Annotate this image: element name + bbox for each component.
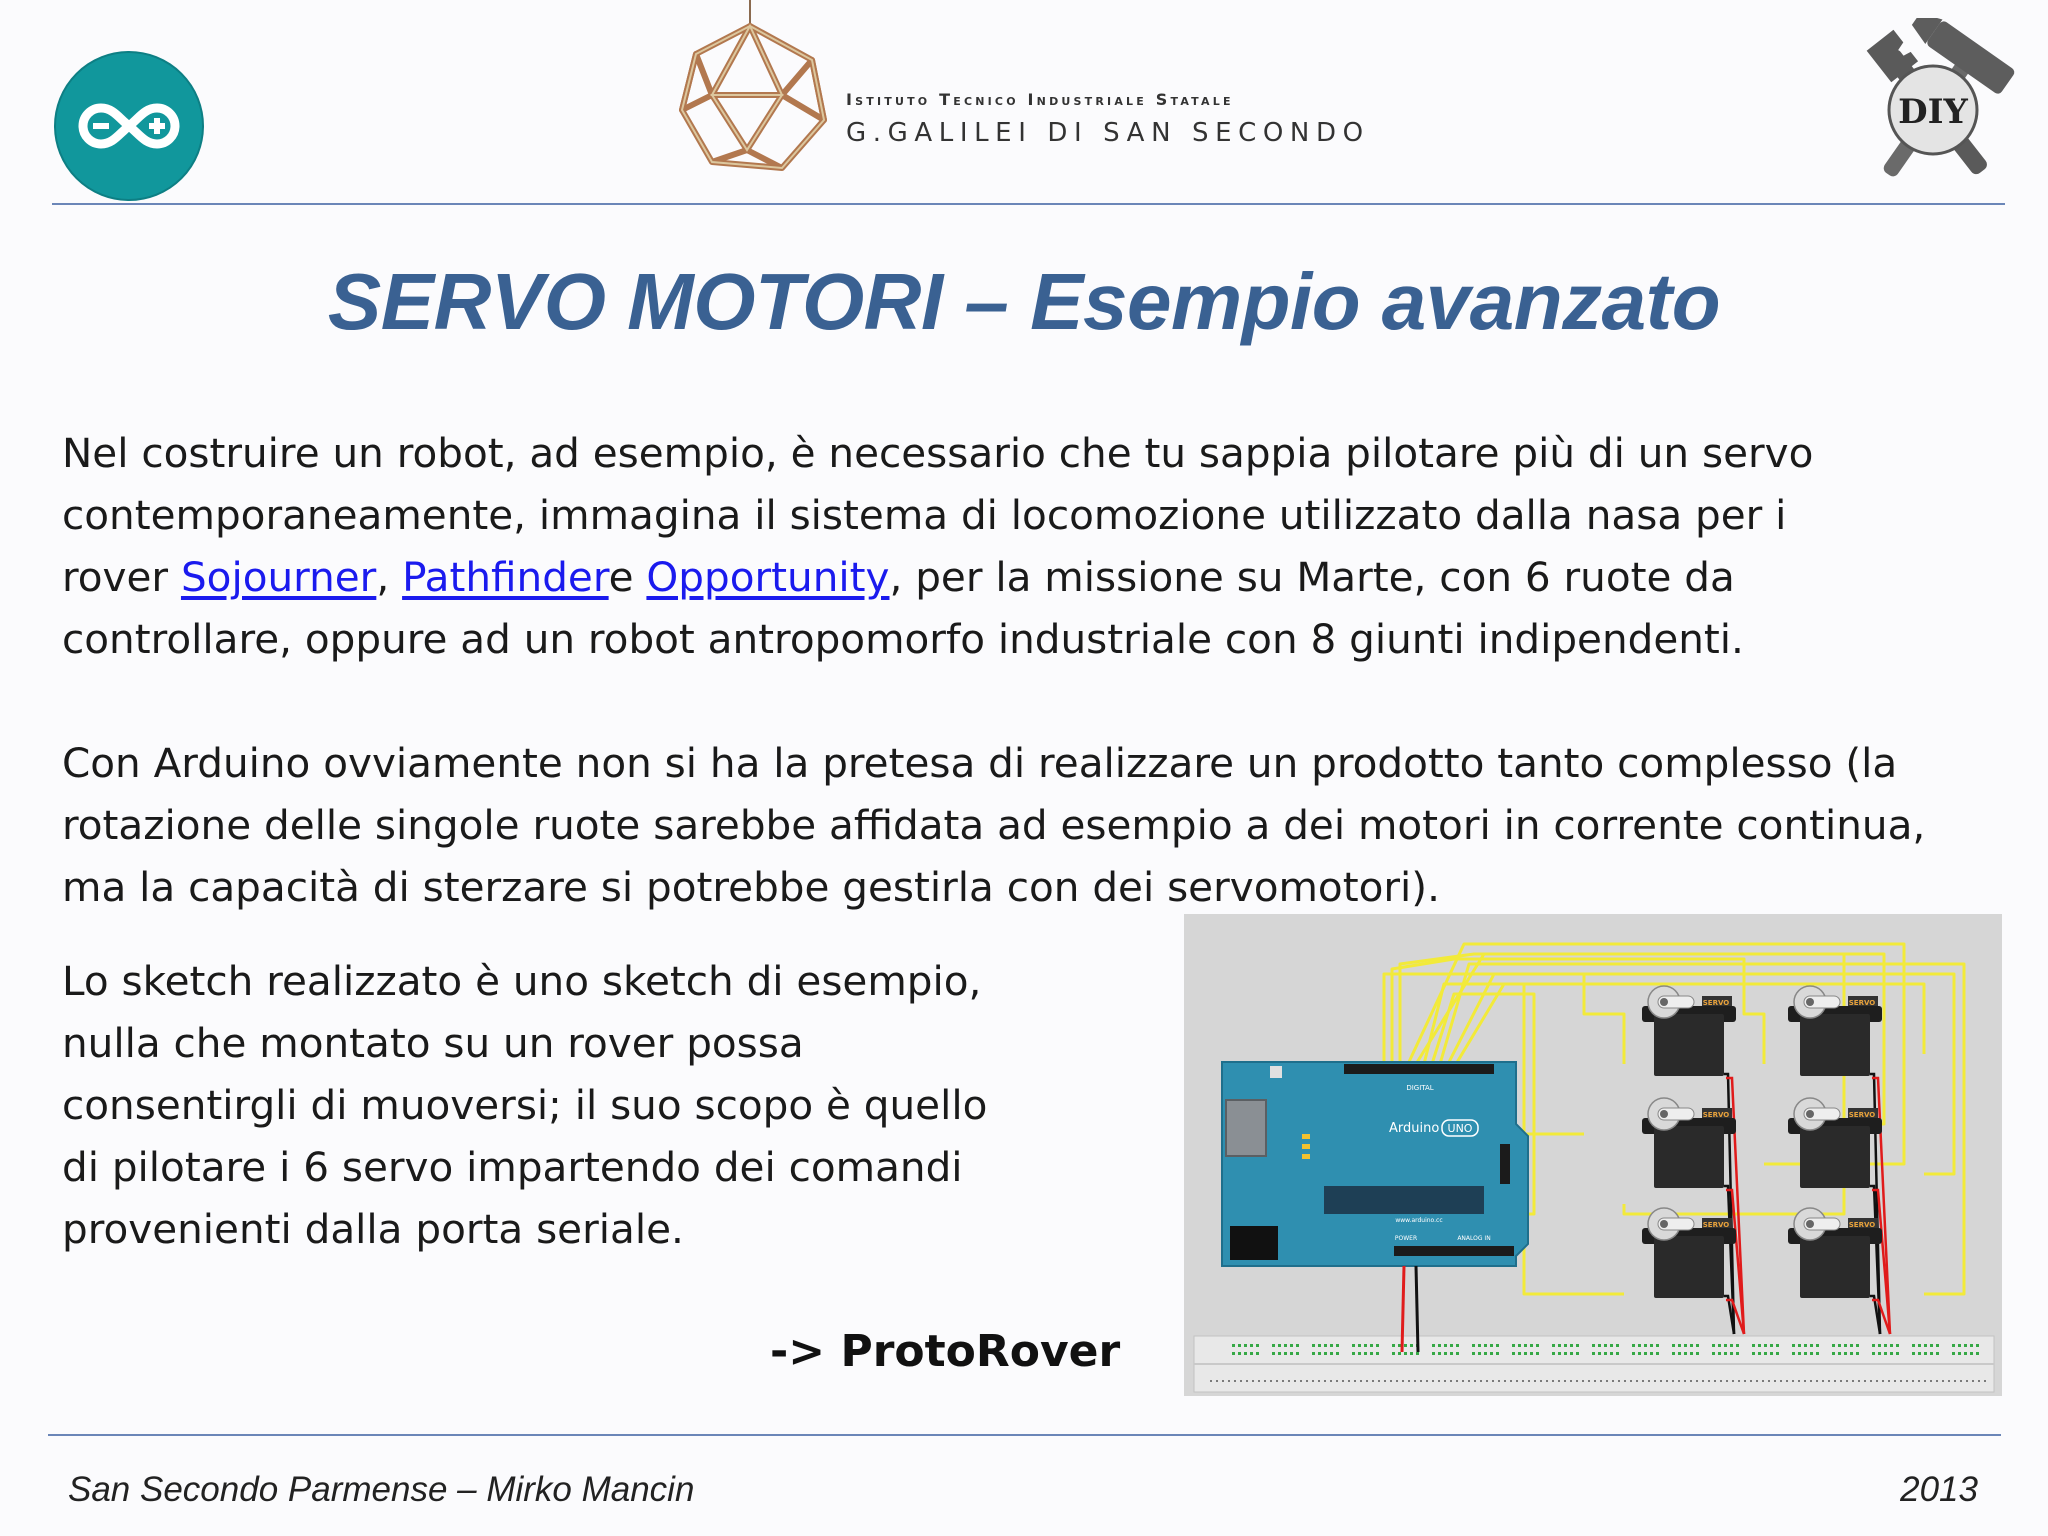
header-divider (52, 203, 2005, 205)
footer-divider (48, 1434, 2001, 1436)
paragraph-line: consentirgli di muoversi; il suo scopo è quello (62, 1081, 988, 1129)
paragraph-line: Lo sketch realizzato è uno sketch di esempio, (62, 957, 982, 1005)
paragraph-line: di pilotare i 6 servo impartendo dei comandi (62, 1143, 963, 1191)
page-title: SERVO MOTORI – Esempio avanzato (327, 257, 1721, 346)
paragraph-line: ma la capacità di sterzare si potrebbe gestirla con dei servomotori). (62, 863, 1440, 911)
digital-label: DIGITAL (1406, 1084, 1434, 1092)
paragraph-intro (62, 422, 1813, 670)
paragraph-line (62, 546, 1813, 608)
paragraph-sketch (62, 950, 987, 1260)
paragraph-line: rotazione delle singole ruote sarebbe affidata ad esempio a dei motori in corrente continua, (62, 801, 1926, 849)
diy-tools-logo (1838, 18, 2028, 196)
circuit-diagram (1184, 914, 2002, 1396)
breadboard (1194, 1336, 1994, 1392)
text-fragment: , per la missione su Marte, con 6 ruote da (889, 553, 1735, 601)
paragraph-line: controllare, oppure ad un robot antropomorfo industriale con 8 giunti indipendenti. (62, 615, 1744, 663)
diy-logo-text: DIY (1898, 92, 1968, 132)
footer-author: San Secondo Parmense – Mirko Mancin (68, 1470, 695, 1509)
board-model: UNO (1447, 1122, 1473, 1135)
arduino-logo (53, 50, 205, 202)
servo-label: SERVO (1848, 999, 1876, 1007)
board-label: Arduino (1389, 1121, 1440, 1136)
text-fragment: rover (62, 553, 181, 601)
paragraph-line: Nel costruire un robot, ad esempio, è necessario che tu sappia pilotare più di un servo (62, 429, 1814, 477)
power-label: POWER (1394, 1235, 1418, 1242)
paragraph-arduino (62, 732, 1925, 918)
link-opportunity[interactable]: Opportunity (646, 553, 890, 601)
servo-label: SERVO (1702, 1111, 1730, 1119)
paragraph-line: Con Arduino ovviamente non si ha la pretesa di realizzare un prodotto tanto complesso (la (62, 739, 1898, 787)
link-pathfinder[interactable]: Pathfinder (402, 553, 609, 601)
link-sojourner[interactable]: Sojourner (180, 553, 377, 601)
school-name-line2: G.GALILEI DI SAN SECONDO (846, 118, 1370, 148)
servo-label: SERVO (1848, 1221, 1876, 1229)
paragraph-line: nulla che montato su un rover possa (62, 1019, 804, 1067)
servo-label: SERVO (1702, 999, 1730, 1007)
paragraph-line: provenienti dalla porta seriale. (62, 1205, 684, 1253)
footer-year: 2013 (1900, 1470, 1978, 1509)
arduino-uno-board (1222, 1062, 1528, 1266)
text-fragment: e (608, 553, 647, 601)
analog-label: ANALOG IN (1457, 1235, 1491, 1242)
protorover-link[interactable]: -> ProtoRover (770, 1326, 1121, 1377)
paragraph-line: contemporaneamente, immagina il sistema di locomozione utilizzato dalla nasa per i (62, 491, 1787, 539)
url-label: www.arduino.cc (1395, 1217, 1443, 1224)
school-name-line1: Istituto Tecnico Industriale Statale (846, 90, 1234, 109)
school-emblem-icon (672, 0, 842, 178)
servo-label: SERVO (1848, 1111, 1876, 1119)
text-fragment: , (376, 553, 403, 601)
servo-label: SERVO (1702, 1221, 1730, 1229)
